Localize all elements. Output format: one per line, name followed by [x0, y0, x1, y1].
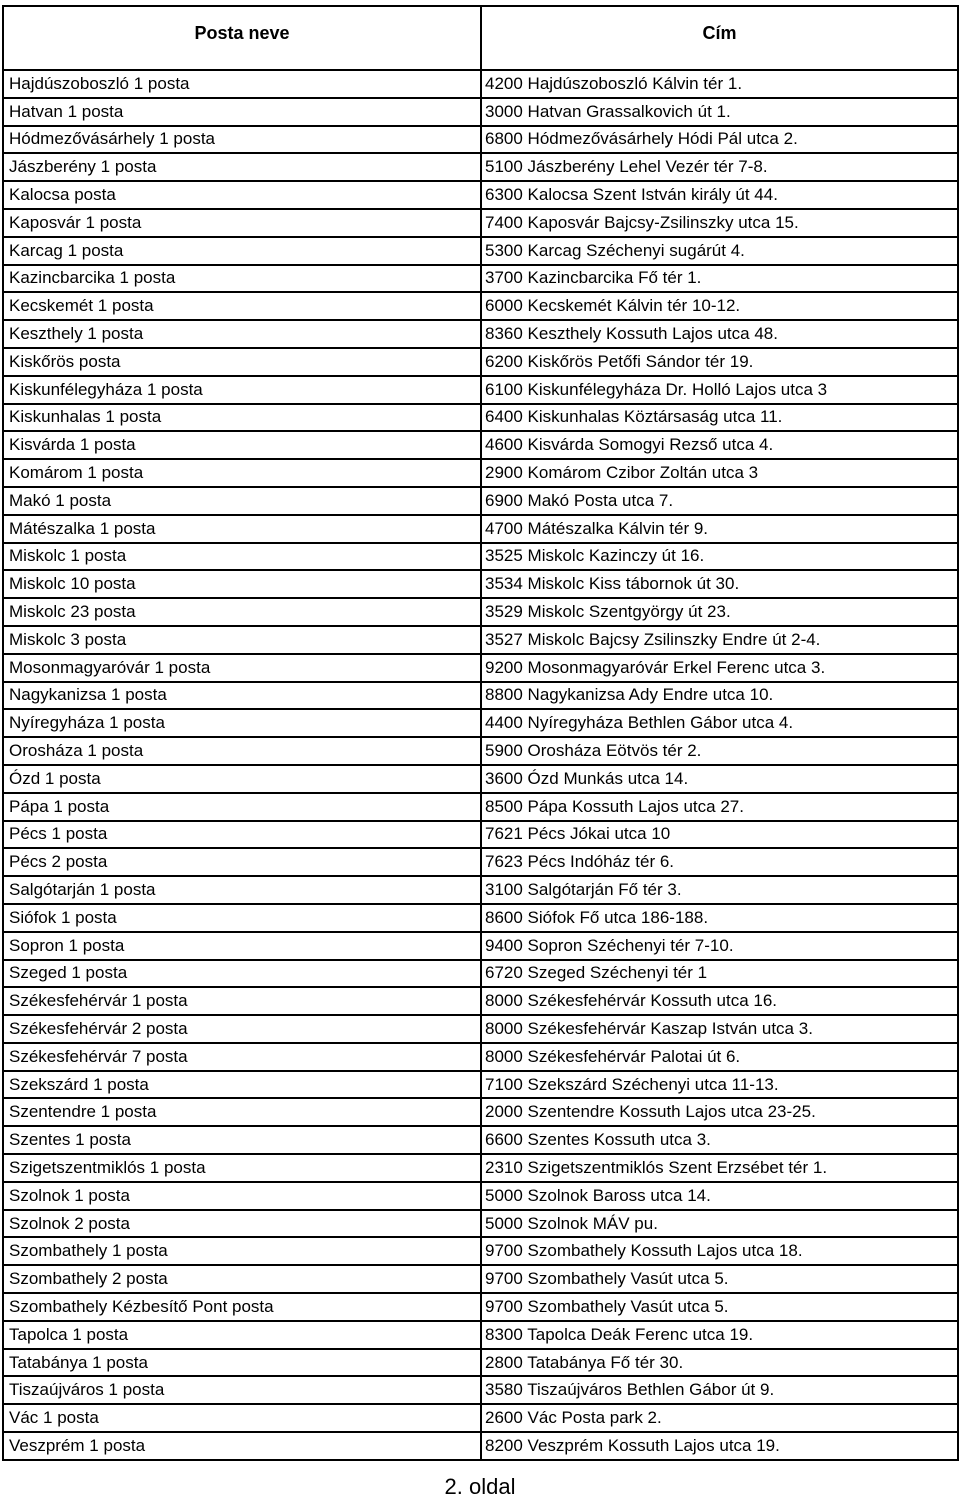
table-row [3, 765, 958, 793]
table-row [3, 181, 958, 209]
table-row [3, 626, 958, 654]
table-row [3, 960, 958, 988]
table-row [3, 376, 958, 404]
table-row [3, 1043, 958, 1071]
table-row [3, 904, 958, 932]
post-office-name-cell: Székesfehérvár 1 posta [3, 987, 481, 1015]
post-office-address-cell: 7400 Kaposvár Bajcsy-Zsilinszky utca 15. [481, 209, 958, 237]
table-row [3, 1265, 958, 1293]
post-office-address-cell: 8000 Székesfehérvár Kaszap István utca 3. [481, 1015, 958, 1043]
table-row [3, 320, 958, 348]
post-office-address-cell: 2600 Vác Posta park 2. [481, 1404, 958, 1432]
table-row [3, 876, 958, 904]
post-office-name-cell: Karcag 1 posta [3, 237, 481, 265]
table-row [3, 793, 958, 821]
post-office-name-cell: Tapolca 1 posta [3, 1321, 481, 1349]
post-office-name-cell: Szeged 1 posta [3, 960, 481, 988]
post-office-address-cell: 3529 Miskolc Szentgyörgy út 23. [481, 598, 958, 626]
post-office-name-cell: Hódmezővásárhely 1 posta [3, 126, 481, 154]
post-office-name-cell: Keszthely 1 posta [3, 320, 481, 348]
table-row [3, 431, 958, 459]
post-office-address-cell: 6600 Szentes Kossuth utca 3. [481, 1126, 958, 1154]
post-office-name-cell: Salgótarján 1 posta [3, 876, 481, 904]
post-office-address-cell: 9400 Sopron Széchenyi tér 7-10. [481, 932, 958, 960]
table-row [3, 1126, 958, 1154]
post-office-name-cell: Szombathely 2 posta [3, 1265, 481, 1293]
post-office-address-cell: 9200 Mosonmagyaróvár Erkel Ferenc utca 3. [481, 654, 958, 682]
post-office-name-cell: Székesfehérvár 7 posta [3, 1043, 481, 1071]
post-office-address-cell: 8360 Keszthely Kossuth Lajos utca 48. [481, 320, 958, 348]
post-office-address-cell: 5000 Szolnok MÁV pu. [481, 1210, 958, 1238]
post-office-address-cell: 4200 Hajdúszoboszló Kálvin tér 1. [481, 70, 958, 98]
table-row [3, 487, 958, 515]
table-row [3, 848, 958, 876]
post-office-address-cell: 6720 Szeged Széchenyi tér 1 [481, 960, 958, 988]
post-office-name-cell: Kazincbarcika 1 posta [3, 265, 481, 293]
table-row [3, 821, 958, 849]
column-header-address: Cím [481, 6, 958, 59]
page-number: 2. oldal [444, 1474, 516, 1499]
post-office-table [2, 5, 959, 1461]
table-row [3, 1154, 958, 1182]
table-row [3, 570, 958, 598]
post-office-name-cell: Pécs 2 posta [3, 848, 481, 876]
post-office-address-cell: 2000 Szentendre Kossuth Lajos utca 23-25. [481, 1098, 958, 1126]
table-row [3, 1071, 958, 1099]
post-office-name-cell: Tatabánya 1 posta [3, 1349, 481, 1377]
table-row [3, 126, 958, 154]
post-office-address-cell: 3100 Salgótarján Fő tér 3. [481, 876, 958, 904]
post-office-name-cell: Veszprém 1 posta [3, 1432, 481, 1460]
post-office-address-cell: 2800 Tatabánya Fő tér 30. [481, 1349, 958, 1377]
post-office-address-cell: 9700 Szombathely Kossuth Lajos utca 18. [481, 1237, 958, 1265]
table-row [3, 265, 958, 293]
table-row [3, 98, 958, 126]
table-body [3, 59, 958, 1460]
post-office-address-cell: 8000 Székesfehérvár Kossuth utca 16. [481, 987, 958, 1015]
post-office-name-cell: Pécs 1 posta [3, 821, 481, 849]
table-row [3, 292, 958, 320]
table-row [3, 1293, 958, 1321]
post-office-name-cell: Hajdúszoboszló 1 posta [3, 70, 481, 98]
post-office-name-cell: Kiskőrös posta [3, 348, 481, 376]
table-row [3, 404, 958, 432]
post-office-address-cell: 6400 Kiskunhalas Köztársaság utca 11. [481, 404, 958, 432]
post-office-address-cell: 8800 Nagykanizsa Ady Endre utca 10. [481, 682, 958, 710]
header-gap-row [3, 59, 958, 70]
post-office-name-cell: Mosonmagyaróvár 1 posta [3, 654, 481, 682]
post-office-name-cell: Miskolc 3 posta [3, 626, 481, 654]
post-office-address-cell: 5900 Orosháza Eötvös tér 2. [481, 737, 958, 765]
post-office-name-cell: Makó 1 posta [3, 487, 481, 515]
post-office-address-cell: 5100 Jászberény Lehel Vezér tér 7-8. [481, 153, 958, 181]
post-office-address-cell: 7100 Szekszárd Széchenyi utca 11-13. [481, 1071, 958, 1099]
post-office-name-cell: Tiszaújváros 1 posta [3, 1376, 481, 1404]
post-office-address-cell: 3580 Tiszaújváros Bethlen Gábor út 9. [481, 1376, 958, 1404]
post-office-name-cell: Pápa 1 posta [3, 793, 481, 821]
post-office-address-cell: 7623 Pécs Indóház tér 6. [481, 848, 958, 876]
post-office-address-cell: 5000 Szolnok Baross utca 14. [481, 1182, 958, 1210]
post-office-address-cell: 6100 Kiskunfélegyháza Dr. Holló Lajos utca 3 [481, 376, 958, 404]
post-office-address-cell: 3700 Kazincbarcika Fő tér 1. [481, 265, 958, 293]
post-office-name-cell: Miskolc 23 posta [3, 598, 481, 626]
header-row [3, 6, 958, 59]
post-office-name-cell: Kisvárda 1 posta [3, 431, 481, 459]
post-office-address-cell: 4700 Mátészalka Kálvin tér 9. [481, 515, 958, 543]
post-office-address-cell: 8000 Székesfehérvár Palotai út 6. [481, 1043, 958, 1071]
post-office-address-cell: 9700 Szombathely Vasút utca 5. [481, 1265, 958, 1293]
table-row [3, 1321, 958, 1349]
post-office-name-cell: Miskolc 1 posta [3, 543, 481, 571]
table-row [3, 515, 958, 543]
table-header [3, 6, 958, 59]
post-office-name-cell: Szolnok 1 posta [3, 1182, 481, 1210]
post-office-address-cell: 8500 Pápa Kossuth Lajos utca 27. [481, 793, 958, 821]
post-office-address-cell: 5300 Karcag Széchenyi sugárút 4. [481, 237, 958, 265]
table-row [3, 1404, 958, 1432]
table-row [3, 1015, 958, 1043]
table-row [3, 987, 958, 1015]
table-row [3, 1349, 958, 1377]
post-office-name-cell: Siófok 1 posta [3, 904, 481, 932]
post-office-name-cell: Szentes 1 posta [3, 1126, 481, 1154]
post-office-name-cell: Sopron 1 posta [3, 932, 481, 960]
post-office-address-cell: 6300 Kalocsa Szent István király út 44. [481, 181, 958, 209]
table-row [3, 682, 958, 710]
table-row [3, 1237, 958, 1265]
post-office-address-cell: 3600 Ózd Munkás utca 14. [481, 765, 958, 793]
post-office-name-cell: Hatvan 1 posta [3, 98, 481, 126]
post-office-address-cell: 3527 Miskolc Bajcsy Zsilinszky Endre út 2-4. [481, 626, 958, 654]
post-office-name-cell: Székesfehérvár 2 posta [3, 1015, 481, 1043]
table-row [3, 459, 958, 487]
post-office-name-cell: Orosháza 1 posta [3, 737, 481, 765]
post-office-name-cell: Szolnok 2 posta [3, 1210, 481, 1238]
post-office-name-cell: Miskolc 10 posta [3, 570, 481, 598]
post-office-name-cell: Komárom 1 posta [3, 459, 481, 487]
post-office-address-cell: 7621 Pécs Jókai utca 10 [481, 821, 958, 849]
table-row [3, 932, 958, 960]
post-office-address-cell: 4600 Kisvárda Somogyi Rezső utca 4. [481, 431, 958, 459]
post-office-name-cell: Szigetszentmiklós 1 posta [3, 1154, 481, 1182]
post-office-name-cell: Mátészalka 1 posta [3, 515, 481, 543]
table-row [3, 1098, 958, 1126]
table-row [3, 737, 958, 765]
post-office-address-cell: 6900 Makó Posta utca 7. [481, 487, 958, 515]
post-office-name-cell: Kiskunhalas 1 posta [3, 404, 481, 432]
post-office-address-cell: 6200 Kiskőrös Petőfi Sándor tér 19. [481, 348, 958, 376]
table-row [3, 654, 958, 682]
post-office-name-cell: Kalocsa posta [3, 181, 481, 209]
table-row [3, 70, 958, 98]
post-office-address-cell: 2900 Komárom Czibor Zoltán utca 3 [481, 459, 958, 487]
post-office-address-cell: 8200 Veszprém Kossuth Lajos utca 19. [481, 1432, 958, 1460]
post-office-name-cell: Nyíregyháza 1 posta [3, 709, 481, 737]
post-office-address-cell: 8600 Siófok Fő utca 186-188. [481, 904, 958, 932]
column-header-name: Posta neve [3, 6, 481, 59]
table-row [3, 1432, 958, 1460]
post-office-address-cell: 6800 Hódmezővásárhely Hódi Pál utca 2. [481, 126, 958, 154]
post-office-address-cell: 6000 Kecskemét Kálvin tér 10-12. [481, 292, 958, 320]
post-office-name-cell: Vác 1 posta [3, 1404, 481, 1432]
post-office-name-cell: Szentendre 1 posta [3, 1098, 481, 1126]
post-office-name-cell: Szombathely Kézbesítő Pont posta [3, 1293, 481, 1321]
table-row [3, 1182, 958, 1210]
post-office-address-cell: 3000 Hatvan Grassalkovich út 1. [481, 98, 958, 126]
post-office-name-cell: Szekszárd 1 posta [3, 1071, 481, 1099]
post-office-address-cell: 3534 Miskolc Kiss tábornok út 30. [481, 570, 958, 598]
post-office-address-cell: 9700 Szombathely Vasút utca 5. [481, 1293, 958, 1321]
table-row [3, 543, 958, 571]
post-office-name-cell: Ózd 1 posta [3, 765, 481, 793]
post-office-name-cell: Kecskemét 1 posta [3, 292, 481, 320]
table-row [3, 348, 958, 376]
post-office-name-cell: Kiskunfélegyháza 1 posta [3, 376, 481, 404]
post-office-address-cell: 3525 Miskolc Kazinczy út 16. [481, 543, 958, 571]
post-office-address-cell: 4400 Nyíregyháza Bethlen Gábor utca 4. [481, 709, 958, 737]
table-row [3, 598, 958, 626]
post-office-address-cell: 8300 Tapolca Deák Ferenc utca 19. [481, 1321, 958, 1349]
table-row [3, 153, 958, 181]
table-row [3, 709, 958, 737]
post-office-name-cell: Nagykanizsa 1 posta [3, 682, 481, 710]
post-office-name-cell: Szombathely 1 posta [3, 1237, 481, 1265]
post-office-name-cell: Jászberény 1 posta [3, 153, 481, 181]
post-office-name-cell: Kaposvár 1 posta [3, 209, 481, 237]
table-row [3, 1376, 958, 1404]
table-row [3, 237, 958, 265]
table-row [3, 1210, 958, 1238]
table-row [3, 209, 958, 237]
post-office-address-cell: 2310 Szigetszentmiklós Szent Erzsébet tér 1. [481, 1154, 958, 1182]
